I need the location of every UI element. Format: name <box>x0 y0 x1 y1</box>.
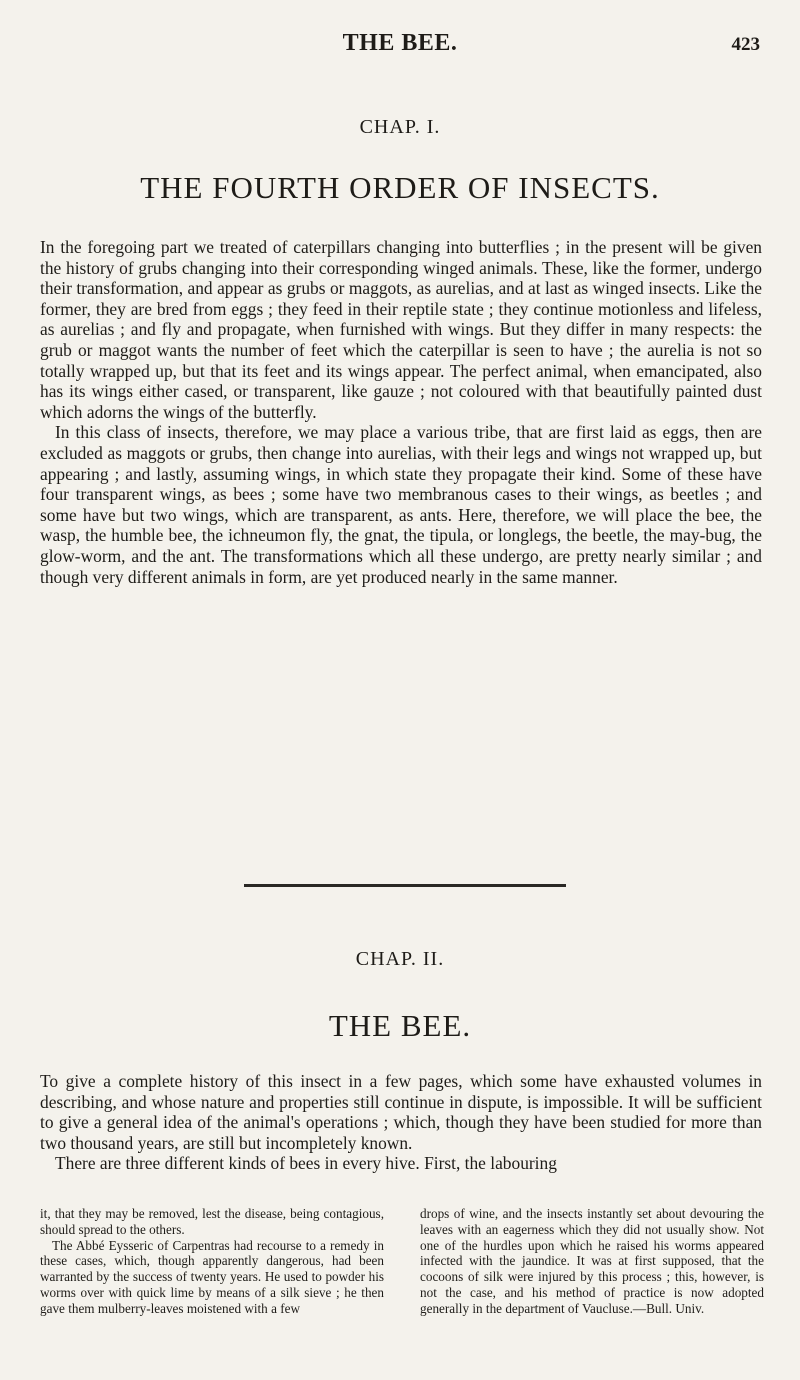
chapter-2-paragraph: To give a complete history of this insect in a few pages, which some have exhausted volumes in describing, and whose nature and properties still continue in dispute, is impossible. It will be sufficient to give a general idea of the animal's operations ; which, though they have been studied for more than two thousand years, are still but incompletely known. <box>40 1071 762 1153</box>
chapter-1-paragraph: In this class of insects, therefore, we may place a various tribe, that are first laid as eggs, then are excluded as maggots or grubs, then change into aurelias, with their legs and wings not wrapped up, but appearing ; and lastly, assuming wings, in which state they propagate their kind. Some of these have four transparent wings, as bees ; some have two membranous cases to their wings, as beetles ; and some have but two wings, which are transparent, as ants. Here, therefore, we will place the bee, the wasp, the humble bee, the ichneumon fly, the gnat, the tipula, or longlegs, the beetle, the may-bug, the glow-worm, and the ant. The transformations which all these undergo, are pretty nearly similar ; and though very different animals in form, are yet produced nearly in the same manner. <box>40 422 762 587</box>
page-number: 423 <box>731 34 760 55</box>
chapter-2-body <box>40 1071 762 1174</box>
footnote-paragraph: it, that they may be removed, lest the disease, being contagious, should spread to the others. <box>40 1206 384 1237</box>
chapter-1-paragraph: In the foregoing part we treated of caterpillars changing into butterflies ; in the present will be given the history of grubs changing into their corresponding winged animals. These, like the former, undergo their transformation, and appear as grubs or maggots, as aurelias, and at last as winged insects. Like the former, they are bred from eggs ; they feed in their reptile state ; they continue motionless and lifeless, as aurelias ; and fly and propagate, when furnished with wings. But they differ in many respects: the grub or maggot wants the number of feet which the caterpillar is seen to have ; the aurelia is not so totally wrapped up, but that its feet and its wings appear. The perfect animal, when emancipated, also has its wings either cased, or transparent, like gauze ; not coloured with that beautifully painted dust which adorns the wings of the butterfly. <box>40 237 762 422</box>
footnote-right-column <box>420 1206 764 1317</box>
chapter-1-title: THE FOURTH ORDER OF INSECTS. <box>140 170 660 205</box>
chapter-2-label: CHAP. II. <box>355 948 445 970</box>
chapter-2-paragraph: There are three different kinds of bees in every hive. First, the labouring <box>55 1153 557 1174</box>
footnote-paragraph: The Abbé Eysseric of Carpentras had recourse to a remedy in these cases, which, though apparently dangerous, had been warranted by the success of twenty years. He used to powder his worms over with quick lime by means of a silk sieve ; he then gave them mulberry-leaves moistened with a few <box>40 1237 384 1316</box>
chapter-1-body <box>40 237 762 587</box>
chapter-2-title: THE BEE. <box>328 1008 472 1043</box>
running-head: THE BEE. <box>342 30 458 56</box>
chapter-1-label: CHAP. I. <box>359 116 441 138</box>
footnote-paragraph: drops of wine, and the insects instantly set about devouring the leaves with an eagerness which they did not usually show. Not one of the hurdles upon which he raised his worms appeared infected with the jaundice. It was at first supposed, that the cocoons of silk were injured by this process ; this, however, is not the case, and his method of practice is now adopted generally in the department of Vaucluse.—Bull. Univ. <box>420 1206 764 1316</box>
section-divider <box>244 884 566 887</box>
footnote-left-column <box>40 1206 384 1317</box>
